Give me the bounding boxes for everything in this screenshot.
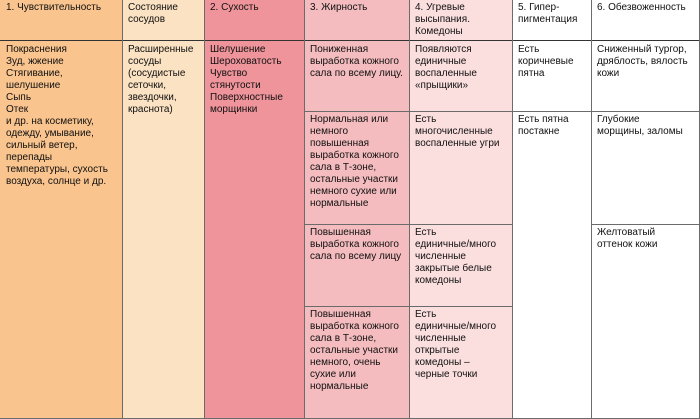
dehydration-wrinkles: Глубокие морщины, заломы (591, 111, 700, 224)
grid-line (122, 0, 123, 419)
dehydration-yellowish: Желтоватый оттенок кожи (591, 224, 700, 419)
grid-line (204, 0, 205, 419)
grid-line (304, 0, 305, 419)
acne-single-pimples: Появляются единичные воспаленные «прыщики» (409, 41, 512, 111)
grid-line (304, 111, 700, 112)
header-vessels: Состояние сосудов (122, 0, 204, 41)
oiliness-high: Повышенная выработка кожного сала по всему лицу (304, 224, 409, 306)
acne-multiple-inflamed: Есть многочисленные воспаленные угри (409, 111, 512, 224)
oiliness-t-zone-normal: Нормальная или немного повышенная выработка кожного сала в Т-зоне, остальные участки немного сухие или нормальные (304, 111, 409, 224)
grid-line (304, 306, 512, 307)
grid-line (591, 0, 592, 419)
dryness-signs: Шелушение Шероховатость Чувство стянутости Поверхностные морщинки (204, 41, 304, 419)
grid-line (591, 224, 700, 225)
dehydration-turgor: Сниженный тургор, дряблость, вялость кожи (591, 41, 700, 111)
oiliness-low: Пониженная выработка кожного сала по всему лицу. (304, 41, 409, 111)
header-acne: 4. Угревые высыпания. Комедоны (409, 0, 512, 41)
header-oiliness: 3. Жирность (304, 0, 409, 41)
acne-closed-comedones: Есть единичные/много численные закрытые белые комедоны (409, 224, 512, 306)
header-sensitivity: 1. Чувствительность (0, 0, 122, 41)
pigmentation-brown-spots: Есть коричневые пятна (512, 41, 591, 111)
grid-line (409, 0, 410, 419)
grid-line (304, 224, 512, 225)
grid-line (512, 0, 513, 419)
vessels-state: Расширенные сосуды (сосудистые сеточки, звездочки, краснота) (122, 41, 204, 419)
header-pigmentation: 5. Гипер- пигментация (512, 0, 591, 41)
pigmentation-post-acne: Есть пятна постакне (512, 111, 591, 419)
acne-open-comedones: Есть единичные/много численные открытые комедоны – черные точки (409, 306, 512, 419)
header-dehydration: 6. Обезвоженность (591, 0, 700, 41)
oiliness-t-zone-high: Повышенная выработка кожного сала в Т-зоне, остальные участки немного, очень сухие или нормальные (304, 306, 409, 419)
sensitivity-symptoms: Покраснения Зуд, жжение Стягивание, шелушение Сыпь Отек и др. на косметику, одежду, умывание, сильный ветер, перепады температуры, сухость воздуха, солнце и др. (0, 41, 122, 419)
header-dryness: 2. Сухость (204, 0, 304, 41)
